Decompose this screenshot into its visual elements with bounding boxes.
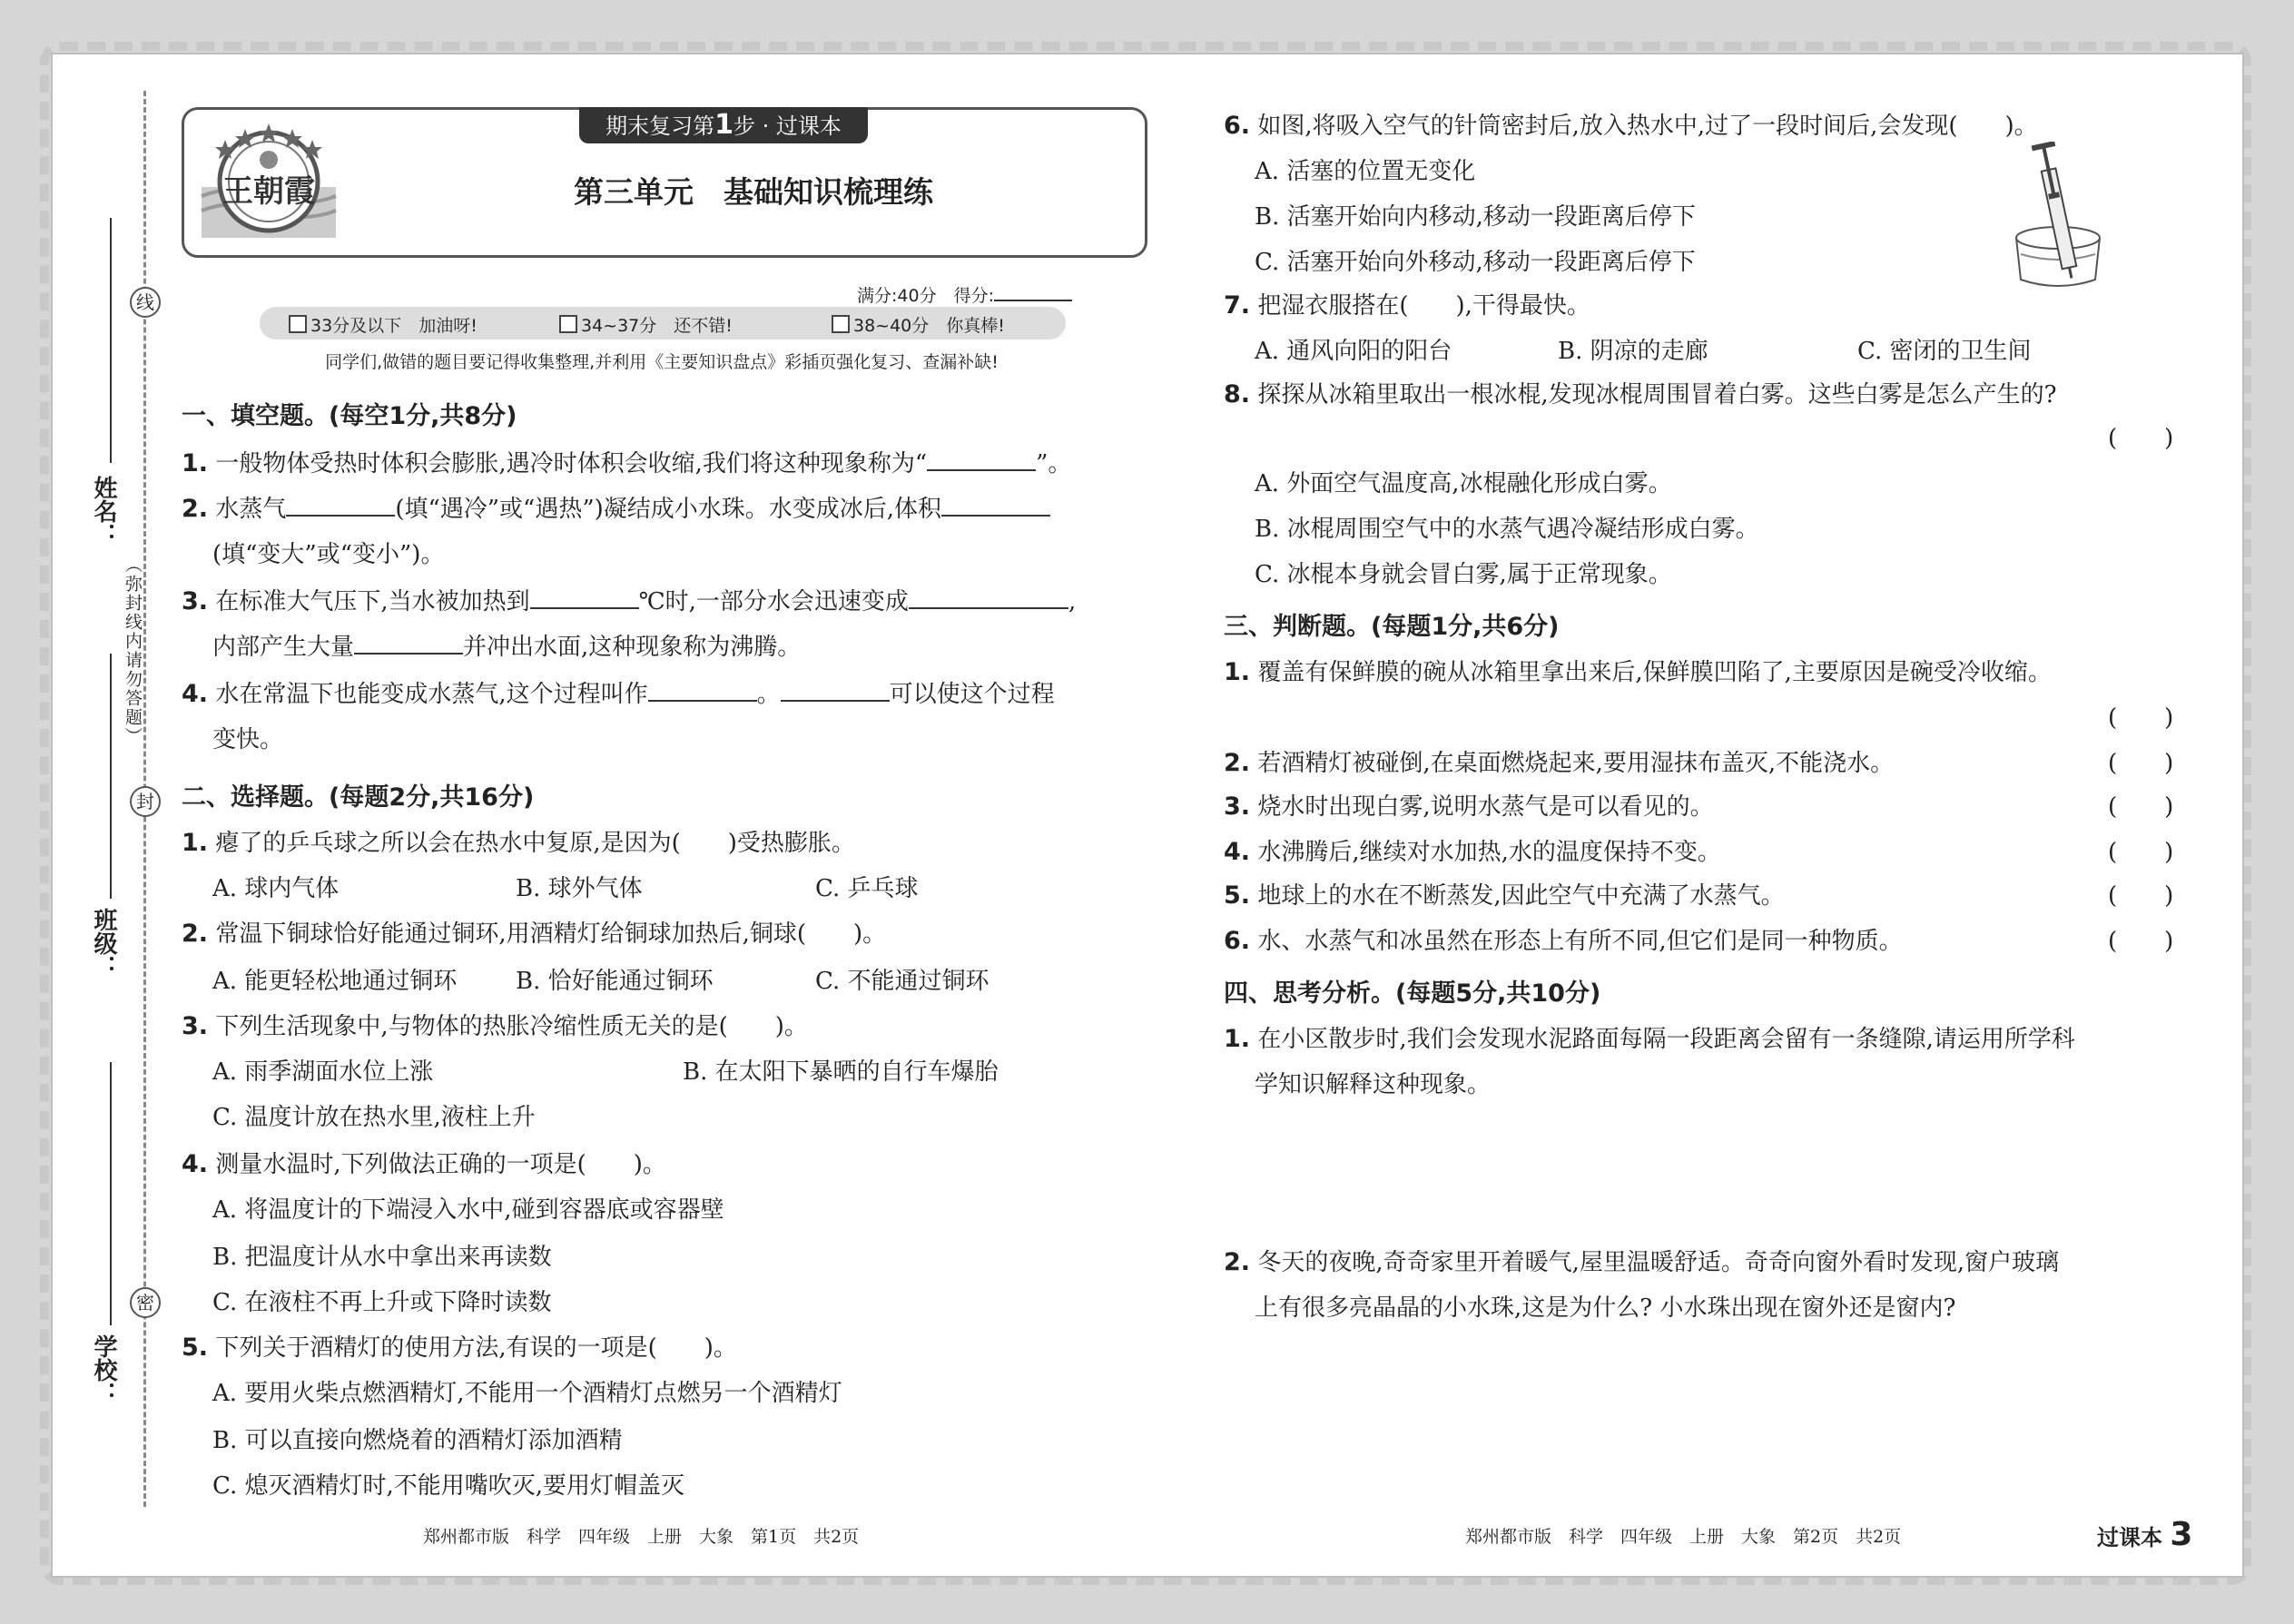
question-text: 测量水温时,下列做法正确的一项是( )。 [215, 1151, 666, 1178]
answer-blank[interactable] [530, 587, 639, 609]
answer-blank[interactable] [781, 680, 890, 702]
question-1-3: 3. 在标准大气压下,当水被加热到 ℃时,一部分水会迅速变成 , [182, 587, 1077, 615]
option-a[interactable]: A. 通风向阳的阳台 [1255, 338, 1452, 365]
question-text: 内部产生大量 [212, 634, 355, 661]
question-text: (填“遇冷”或“遇热”)凝结成小水珠。水变成冰后,体积 [395, 496, 942, 523]
question-1-3-cont [212, 628, 801, 662]
answer-paren[interactable]: ( ) [2108, 793, 2174, 821]
question-2-3: 3. 下列生活现象中,与物体的热胀冷缩性质无关的是( )。 [182, 1012, 808, 1040]
seal-char-line: 线 [130, 287, 161, 318]
option-c[interactable]: C. 乒乓球 [815, 875, 919, 902]
question-3-1: 1. 覆盖有保鲜膜的碗从冰箱里拿出来后,保鲜膜凹陷了,主要原因是碗受冷收缩。 [1224, 658, 2052, 686]
answer-paren[interactable]: ( ) [2108, 882, 2174, 910]
question-text: 水蒸气 [215, 496, 287, 523]
option-a[interactable]: A. 活塞的位置无变化 [1255, 158, 1476, 185]
question-text: 。 [756, 681, 781, 708]
question-text: 在小区散步时,我们会发现水泥路面每隔一段距离会留有一条缝隙,请运用所学科 [1257, 1026, 2075, 1053]
answer-area-4-1[interactable] [1255, 1107, 2162, 1216]
question-4-2-cont: 上有很多亮晶晶的小水珠,这是为什么? 小水珠出现在窗外还是窗内? [1255, 1294, 1956, 1322]
option-b[interactable]: B. 冰棍周围空气中的水蒸气遇冷凝结形成白雾。 [1255, 516, 1759, 543]
question-3-6: 6. 水、水蒸气和冰虽然在形态上有所不同,但它们是同一种物质。 [1224, 927, 1903, 955]
option-b[interactable]: B. 在太阳下暴晒的自行车爆胎 [683, 1058, 999, 1086]
question-2-7: 7. 把湿衣服搭在( ),干得最快。 [1224, 291, 1590, 320]
question-text: 若酒精灯被碰倒,在桌面燃烧起来,要用湿抹布盖灭,不能浇水。 [1257, 750, 1895, 777]
answer-blank[interactable] [354, 633, 463, 655]
question-text: 如图,将吸入空气的针筒密封后,放入热水中,过了一段时间后,会发现( )。 [1257, 113, 2038, 140]
question-1-4: 4. 水在常温下也能变成水蒸气,这个过程叫作 。 可以使这个过程 [182, 680, 1055, 708]
answer-blank[interactable] [286, 495, 395, 517]
option-a[interactable]: A. 将温度计的下端浸入水中,碰到容器底或容器壁 [212, 1196, 724, 1224]
grade-item [289, 312, 478, 337]
section-choice: 二、选择题。(每题2分,共16分) [182, 783, 535, 812]
answer-blank[interactable] [909, 587, 1068, 609]
name-field[interactable] [110, 218, 112, 463]
section-analysis: 四、思考分析。(每题5分,共10分) [1224, 979, 1601, 1008]
question-text: 水在常温下也能变成水蒸气,这个过程叫作 [215, 681, 648, 708]
name-label: 姓名： [90, 476, 117, 546]
option-c[interactable]: C. 冰棍本身就会冒白雾,属于正常现象。 [1255, 561, 1672, 588]
grade-comment: 你真棒! [946, 316, 1005, 336]
right-footer: 郑州都市版 科学 四年级 上册 大象 第2页 共2页 [1465, 1527, 1902, 1547]
score-line [857, 280, 1072, 307]
seal-note: （弥封线内请勿答题） [123, 556, 143, 746]
seal-char-seal: 封 [130, 786, 161, 817]
question-2-6: 6. 如图,将吸入空气的针筒密封后,放入热水中,过了一段时间后,会发现( )。 [1224, 112, 2038, 140]
grade-checkbox[interactable] [289, 315, 307, 333]
seal-char-secret: 密 [130, 1287, 161, 1318]
grade-item [832, 312, 1005, 337]
question-text: 覆盖有保鲜膜的碗从冰箱里拿出来后,保鲜膜凹陷了,主要原因是碗受冷收缩。 [1257, 659, 2052, 686]
grade-checkbox[interactable] [559, 315, 577, 333]
option-a[interactable]: A. 能更轻松地通过铜环 [212, 968, 458, 995]
section-true-false: 三、判断题。(每题1分,共6分) [1224, 613, 1560, 641]
grade-comment: 还不错! [674, 316, 733, 336]
option-a[interactable]: A. 球内气体 [212, 875, 340, 902]
question-4-2: 2. 冬天的夜晚,奇奇家里开着暖气,屋里温暖舒适。奇奇向窗外看时发现,窗户玻璃 [1224, 1248, 2060, 1276]
score-blank[interactable] [994, 280, 1072, 301]
question-text: 下列生活现象中,与物体的热胀冷缩性质无关的是( )。 [215, 1013, 808, 1040]
score-text: 满分:40分 得分: [857, 286, 994, 306]
answer-paren[interactable]: ( ) [2108, 425, 2174, 452]
question-3-2: 2. 若酒精灯被碰倒,在桌面燃烧起来,要用湿抹布盖灭,不能浇水。 [1224, 749, 1895, 777]
unit-title: 第三单元 基础知识梳理练 [574, 174, 933, 210]
question-4-1: 1. 在小区散步时,我们会发现水泥路面每隔一段距离会留有一条缝隙,请运用所学科 [1224, 1025, 2075, 1053]
question-text: 瘪了的乒乓球之所以会在热水中复原,是因为( )受热膨胀。 [215, 830, 855, 857]
option-c[interactable]: C. 活塞开始向外移动,移动一段距离后停下 [1255, 249, 1696, 276]
option-b[interactable]: B. 恰好能通过铜环 [516, 968, 714, 995]
grade-checkbox[interactable] [832, 315, 850, 333]
answer-blank[interactable] [648, 680, 757, 702]
grade-range: 34~37分 [581, 316, 657, 336]
question-text: 并冲出水面,这种现象称为沸腾。 [463, 634, 802, 661]
option-c[interactable]: C. 熄灭酒精灯时,不能用嘴吹灭,要用灯帽盖灭 [212, 1472, 685, 1500]
answer-paren[interactable]: ( ) [2108, 750, 2174, 777]
option-b[interactable]: B. 活塞开始向内移动,移动一段距离后停下 [1255, 203, 1696, 231]
question-text: 下列关于酒精灯的使用方法,有误的一项是( )。 [215, 1334, 737, 1362]
question-3-5: 5. 地球上的水在不断蒸发,因此空气中充满了水蒸气。 [1224, 881, 1785, 910]
grade-comment: 加油呀! [418, 316, 478, 336]
question-4-1-cont: 学知识解释这种现象。 [1255, 1071, 1492, 1098]
answer-blank[interactable] [927, 449, 1036, 471]
grade-bar [260, 307, 1066, 340]
option-a[interactable]: A. 外面空气温度高,冰棍融化形成白雾。 [1255, 470, 1672, 497]
question-text: 烧水时出现白雾,说明水蒸气是可以看见的。 [1257, 793, 1714, 821]
question-text: 冬天的夜晚,奇奇家里开着暖气,屋里温暖舒适。奇奇向窗外看时发现,窗户玻璃 [1257, 1249, 2060, 1276]
logo-text: 王朝霞 [222, 173, 315, 210]
option-b[interactable]: B. 把温度计从水中拿出来再读数 [212, 1244, 552, 1271]
banner-prefix: 期末复习第 [605, 113, 715, 139]
syringe-in-water-figure [2008, 142, 2108, 294]
question-2-1: 1. 瘪了的乒乓球之所以会在热水中复原,是因为( )受热膨胀。 [182, 829, 855, 857]
grade-item [559, 312, 733, 337]
step-banner [579, 107, 868, 143]
section-fill-blank: 一、填空题。(每空1分,共8分) [182, 402, 517, 430]
grade-range: 33分及以下 [310, 316, 402, 336]
question-text: ”。 [1036, 450, 1072, 477]
banner-suffix: 步 · 过课本 [733, 113, 842, 139]
answer-paren[interactable]: ( ) [2108, 704, 2174, 732]
option-c[interactable]: C. 密闭的卫生间 [1857, 338, 2032, 365]
answer-area-4-2[interactable] [1255, 1331, 2162, 1494]
question-1-1: 1. 一般物体受热时体积会膨胀,遇冷时体积会收缩,我们将这种现象称为“ ”。 [182, 449, 1072, 477]
question-text: 在标准大气压下,当水被加热到 [215, 588, 530, 615]
question-text: 常温下铜球恰好能通过铜环,用酒精灯给铜球加热后,铜球( )。 [215, 920, 887, 948]
brand-logo [198, 120, 340, 243]
question-text: 水、水蒸气和冰虽然在形态上有所不同,但它们是同一种物质。 [1257, 928, 1903, 955]
page-label-text: 过课本 [2097, 1525, 2162, 1550]
option-a[interactable]: A. 雨季湖面水位上涨 [212, 1058, 434, 1086]
page-number: 3 [2170, 1516, 2193, 1553]
question-2-2: 2. 常温下铜球恰好能通过铜环,用酒精灯给铜球加热后,铜球( )。 [182, 920, 887, 948]
option-c[interactable]: C. 温度计放在热水里,液柱上升 [212, 1104, 536, 1131]
school-label: 学校： [90, 1334, 117, 1405]
option-c[interactable]: C. 不能通过铜环 [815, 968, 989, 995]
question-3-3: 3. 烧水时出现白雾,说明水蒸气是可以看见的。 [1224, 792, 1714, 821]
question-1-4-cont: 变快。 [212, 726, 284, 753]
question-text: 探探从冰箱里取出一根冰棍,发现冰棍周围冒着白雾。这些白雾是怎么产生的? [1257, 381, 2057, 408]
left-footer: 郑州都市版 科学 四年级 上册 大象 第1页 共2页 [423, 1527, 860, 1547]
option-a[interactable]: A. 要用火柴点燃酒精灯,不能用一个酒精灯点燃另一个酒精灯 [212, 1380, 842, 1407]
page-label [2097, 1516, 2192, 1553]
class-field[interactable] [110, 654, 112, 899]
question-text: ℃时,一部分水会迅速变成 [638, 588, 909, 615]
answer-paren[interactable]: ( ) [2108, 928, 2174, 955]
option-c[interactable]: C. 在液柱不再上升或下降时读数 [212, 1289, 552, 1316]
option-b[interactable]: B. 球外气体 [516, 875, 643, 902]
option-b[interactable]: B. 可以直接向燃烧着的酒精灯添加酒精 [212, 1427, 623, 1454]
answer-paren[interactable]: ( ) [2108, 839, 2174, 866]
question-1-2: 2. 水蒸气 (填“遇冷”或“遇热”)凝结成小水珠。水变成冰后,体积 [182, 490, 1050, 524]
option-b[interactable]: B. 阴凉的走廊 [1558, 338, 1708, 365]
question-2-8: 8. 探探从冰箱里取出一根冰棍,发现冰棍周围冒着白雾。这些白雾是怎么产生的? [1224, 380, 2057, 408]
answer-blank[interactable] [941, 495, 1050, 517]
question-text: 把湿衣服搭在( ),干得最快。 [1257, 292, 1590, 320]
question-3-4: 4. 水沸腾后,继续对水加热,水的温度保持不变。 [1224, 838, 1721, 866]
question-text: 一般物体受热时体积会膨胀,遇冷时体积会收缩,我们将这种现象称为“ [215, 450, 928, 477]
review-note: 同学们,做错的题目要记得收集整理,并利用《主要知识盘点》彩插页强化复习、查漏补缺! [325, 352, 999, 372]
grade-range: 38~40分 [853, 316, 930, 336]
question-text: 水沸腾后,继续对水加热,水的温度保持不变。 [1257, 839, 1721, 866]
question-text: 地球上的水在不断蒸发,因此空气中充满了水蒸气。 [1257, 882, 1785, 910]
question-text: , [1068, 588, 1077, 615]
question-2-4: 4. 测量水温时,下列做法正确的一项是( )。 [182, 1150, 666, 1178]
question-2-5: 5. 下列关于酒精灯的使用方法,有误的一项是( )。 [182, 1334, 737, 1362]
school-field[interactable] [110, 1062, 112, 1325]
question-1-2-cont: (填“变大”或“变小”)。 [212, 541, 445, 568]
class-label: 班级： [90, 908, 117, 979]
question-text: 可以使这个过程 [889, 681, 1055, 708]
banner-step-number: 1 [714, 109, 733, 141]
